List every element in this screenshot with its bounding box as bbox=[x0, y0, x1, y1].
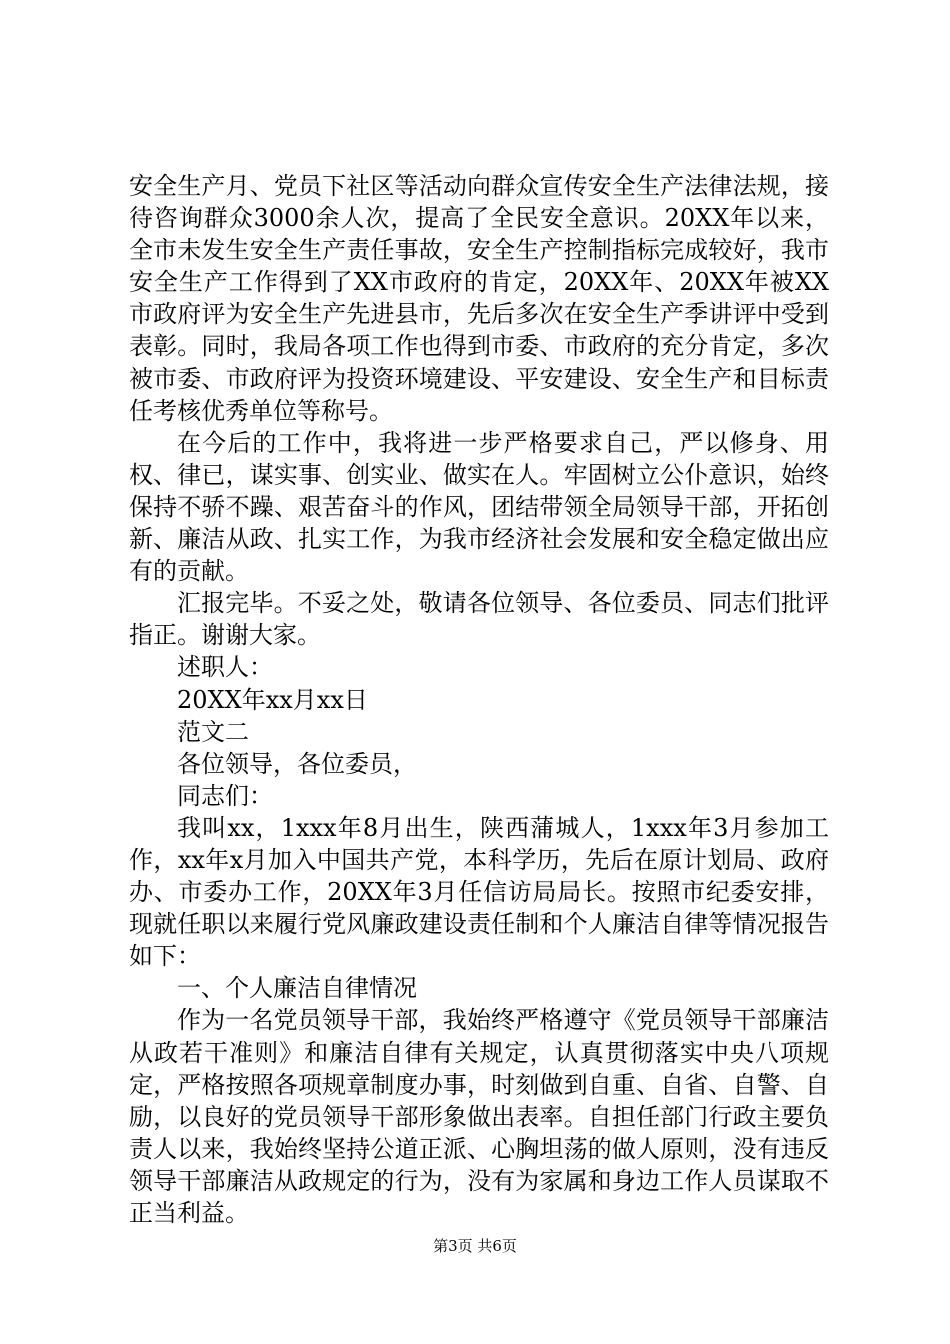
paragraph-signature-label: 述职人： bbox=[177, 653, 273, 682]
document-body bbox=[129, 170, 829, 1229]
paragraph-closing-remarks: 汇报完毕。不妥之处，敬请各位领导、各位委员、同志们批评指正。谢谢大家。 bbox=[129, 589, 829, 650]
section-heading-integrity: 一、个人廉洁自律情况 bbox=[177, 974, 417, 1003]
paragraph-salutation-comrades: 同志们： bbox=[177, 781, 273, 810]
paragraph-date: 20XX年xx月xx日 bbox=[177, 685, 368, 714]
paragraph-integrity-details: 作为一名党员领导干部，我始终严格遵守《党员领导干部廉洁从政若干准则》和廉洁自律有关规定，认真贯彻落实中央八项规定，严格按照各项规章制度办事，时刻做到自重、自省、自警、自励，以良好的党员领导干部形象做出表率。自担任部门行政主要负责人以来，我始终坚持公道正派、心胸坦荡的做人原则，没有违反领导干部廉洁从政规定的行为，没有为家属和身边工作人员谋取不正当利益。 bbox=[129, 1006, 829, 1227]
paragraph-safety-summary: 安全生产月、党员下社区等活动向群众宣传安全生产法律法规，接待咨询群众3000余人次，提高了全民安全意识。20XX年以来，全市未发生安全生产责任事故，安全生产控制指标完成较好，我市安全生产工作得到了XX市政府的肯定，20XX年、20XX年被XX市政府评为安全生产先进县市，先后多次在安全生产季讲评中受到表彰。同时，我局各项工作也得到市委、市政府的充分肯定，多次被市委、市政府评为投资环境建设、平安建设、安全生产和目标责任考核优秀单位等称号。 bbox=[129, 172, 829, 425]
paragraph-future-work: 在今后的工作中，我将进一步严格要求自己，严以修身、用权、律已，谋实事、创实业、做实在人。牢固树立公仆意识，始终保持不骄不躁、艰苦奋斗的作风，团结带领全局领导干部，开拓创新、廉洁从政、扎实工作，为我市经济社会发展和安全稳定做出应有的贡献。 bbox=[129, 428, 829, 586]
paragraph-sample-heading: 范文二 bbox=[177, 717, 249, 746]
paragraph-self-introduction: 我叫xx，1xxx年8月出生，陕西蒲城人，1xxx年3月参加工作，xx年x月加入中国共产党，本科学历，先后在原计划局、政府办、市委办工作，20XX年3月任信访局局长。按照市纪委安排，现就任职以来履行党风廉政建设责任制和个人廉洁自律等情况报告如下： bbox=[129, 813, 829, 971]
page-number-footer: 第3页 共6页 bbox=[433, 1237, 517, 1255]
paragraph-salutation: 各位领导，各位委员， bbox=[177, 749, 417, 778]
